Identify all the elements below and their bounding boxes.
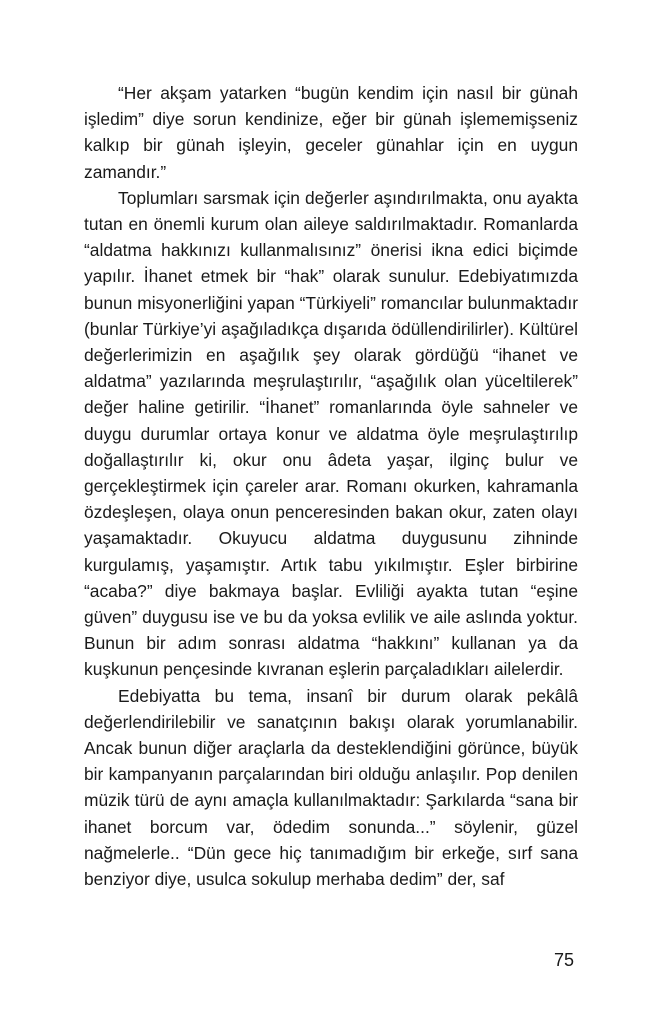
- paragraph-literature: Edebiyatta bu tema, insanî bir durum olarak pekâlâ değerlendirilebilir ve sanatçının bakışı olarak yorumlanabilir. Ancak bunun diğer araçlarla da desteklendiğini görünce, büyük bir kampanyanın parçalarından biri olduğu anlaşılır. Pop denilen müzik türü de aynı amaçla kullanılmaktadır: Şarkılarda “sana bir ihanet borcum var, ödedim sonunda...” söylenir, güzel nağmelerle.. “Dün gece hiç tanımadığım bir erkeğe, sırf sana benziyor diye, usulca sokulup merhaba dedim” der, saf: [84, 685, 578, 890]
- paragraph-quote: “Her akşam yatarken “bugün kendim için nasıl bir günah işledim” diye sorun kendinize, eğer bir günah işlememişseniz kalkıp bir günah işleyin, geceler günahlar için en uygun zamandır.”: [84, 83, 578, 182]
- page-number: 75: [553, 950, 574, 970]
- paragraph-society: Toplumları sarsmak için değerler aşındırılmakta, onu ayakta tutan en önemli kurum olan aileye saldırılmaktadır. Romanlarda “aldatma hakkınızı kullanmalısınız” önerisi ikna edici biçimde yapılır. İhanet etmek bir “hak” olarak sunulur. Edebiyatımızda bunun misyonerliğini yapan “Türkiyeli” romancılar bulunmaktadır (bunlar Türkiye’yi aşağıladıkça dışarıda ödüllendirilirler). Kültürel değerlerimizin en aşağılık şey olarak gördüğü “ihanet ve aldatma” yazılarında meşrulaştırılır, “aşağılık olan yüceltilerek” değer haline getirilir. “İhanet” romanlarında öyle sahneler ve duygu durumlar ortaya konur ve aldatma öyle meşrulaştırılıp doğallaştırılır ki, okur onu âdeta yaşar, ilginç bulur ve gerçekleştirmek için çareler arar. Romanı okurken, kahramanla özdeşleşen, olaya onun penceresinden bakan okur, zaten olayı yaşamaktadır. Okuyucu aldatma duygusunu zihninde kurgulamış, yaşamıştır. Artık tabu yıkılmıştır. Eşler birbirine “acaba?” diye bakmaya başlar. Evliliği ayakta tutan “eşine güven” duygusu ise ve bu da yoksa evlilik ve aile aslında yoktur. Bunun bir adım sonrası aldatma “hakkını” kullanan ya da kuşkunun pençesinde kıvranan eşlerin parçaladıkları ailelerdir.: [84, 187, 578, 680]
- body-text: [84, 80, 578, 892]
